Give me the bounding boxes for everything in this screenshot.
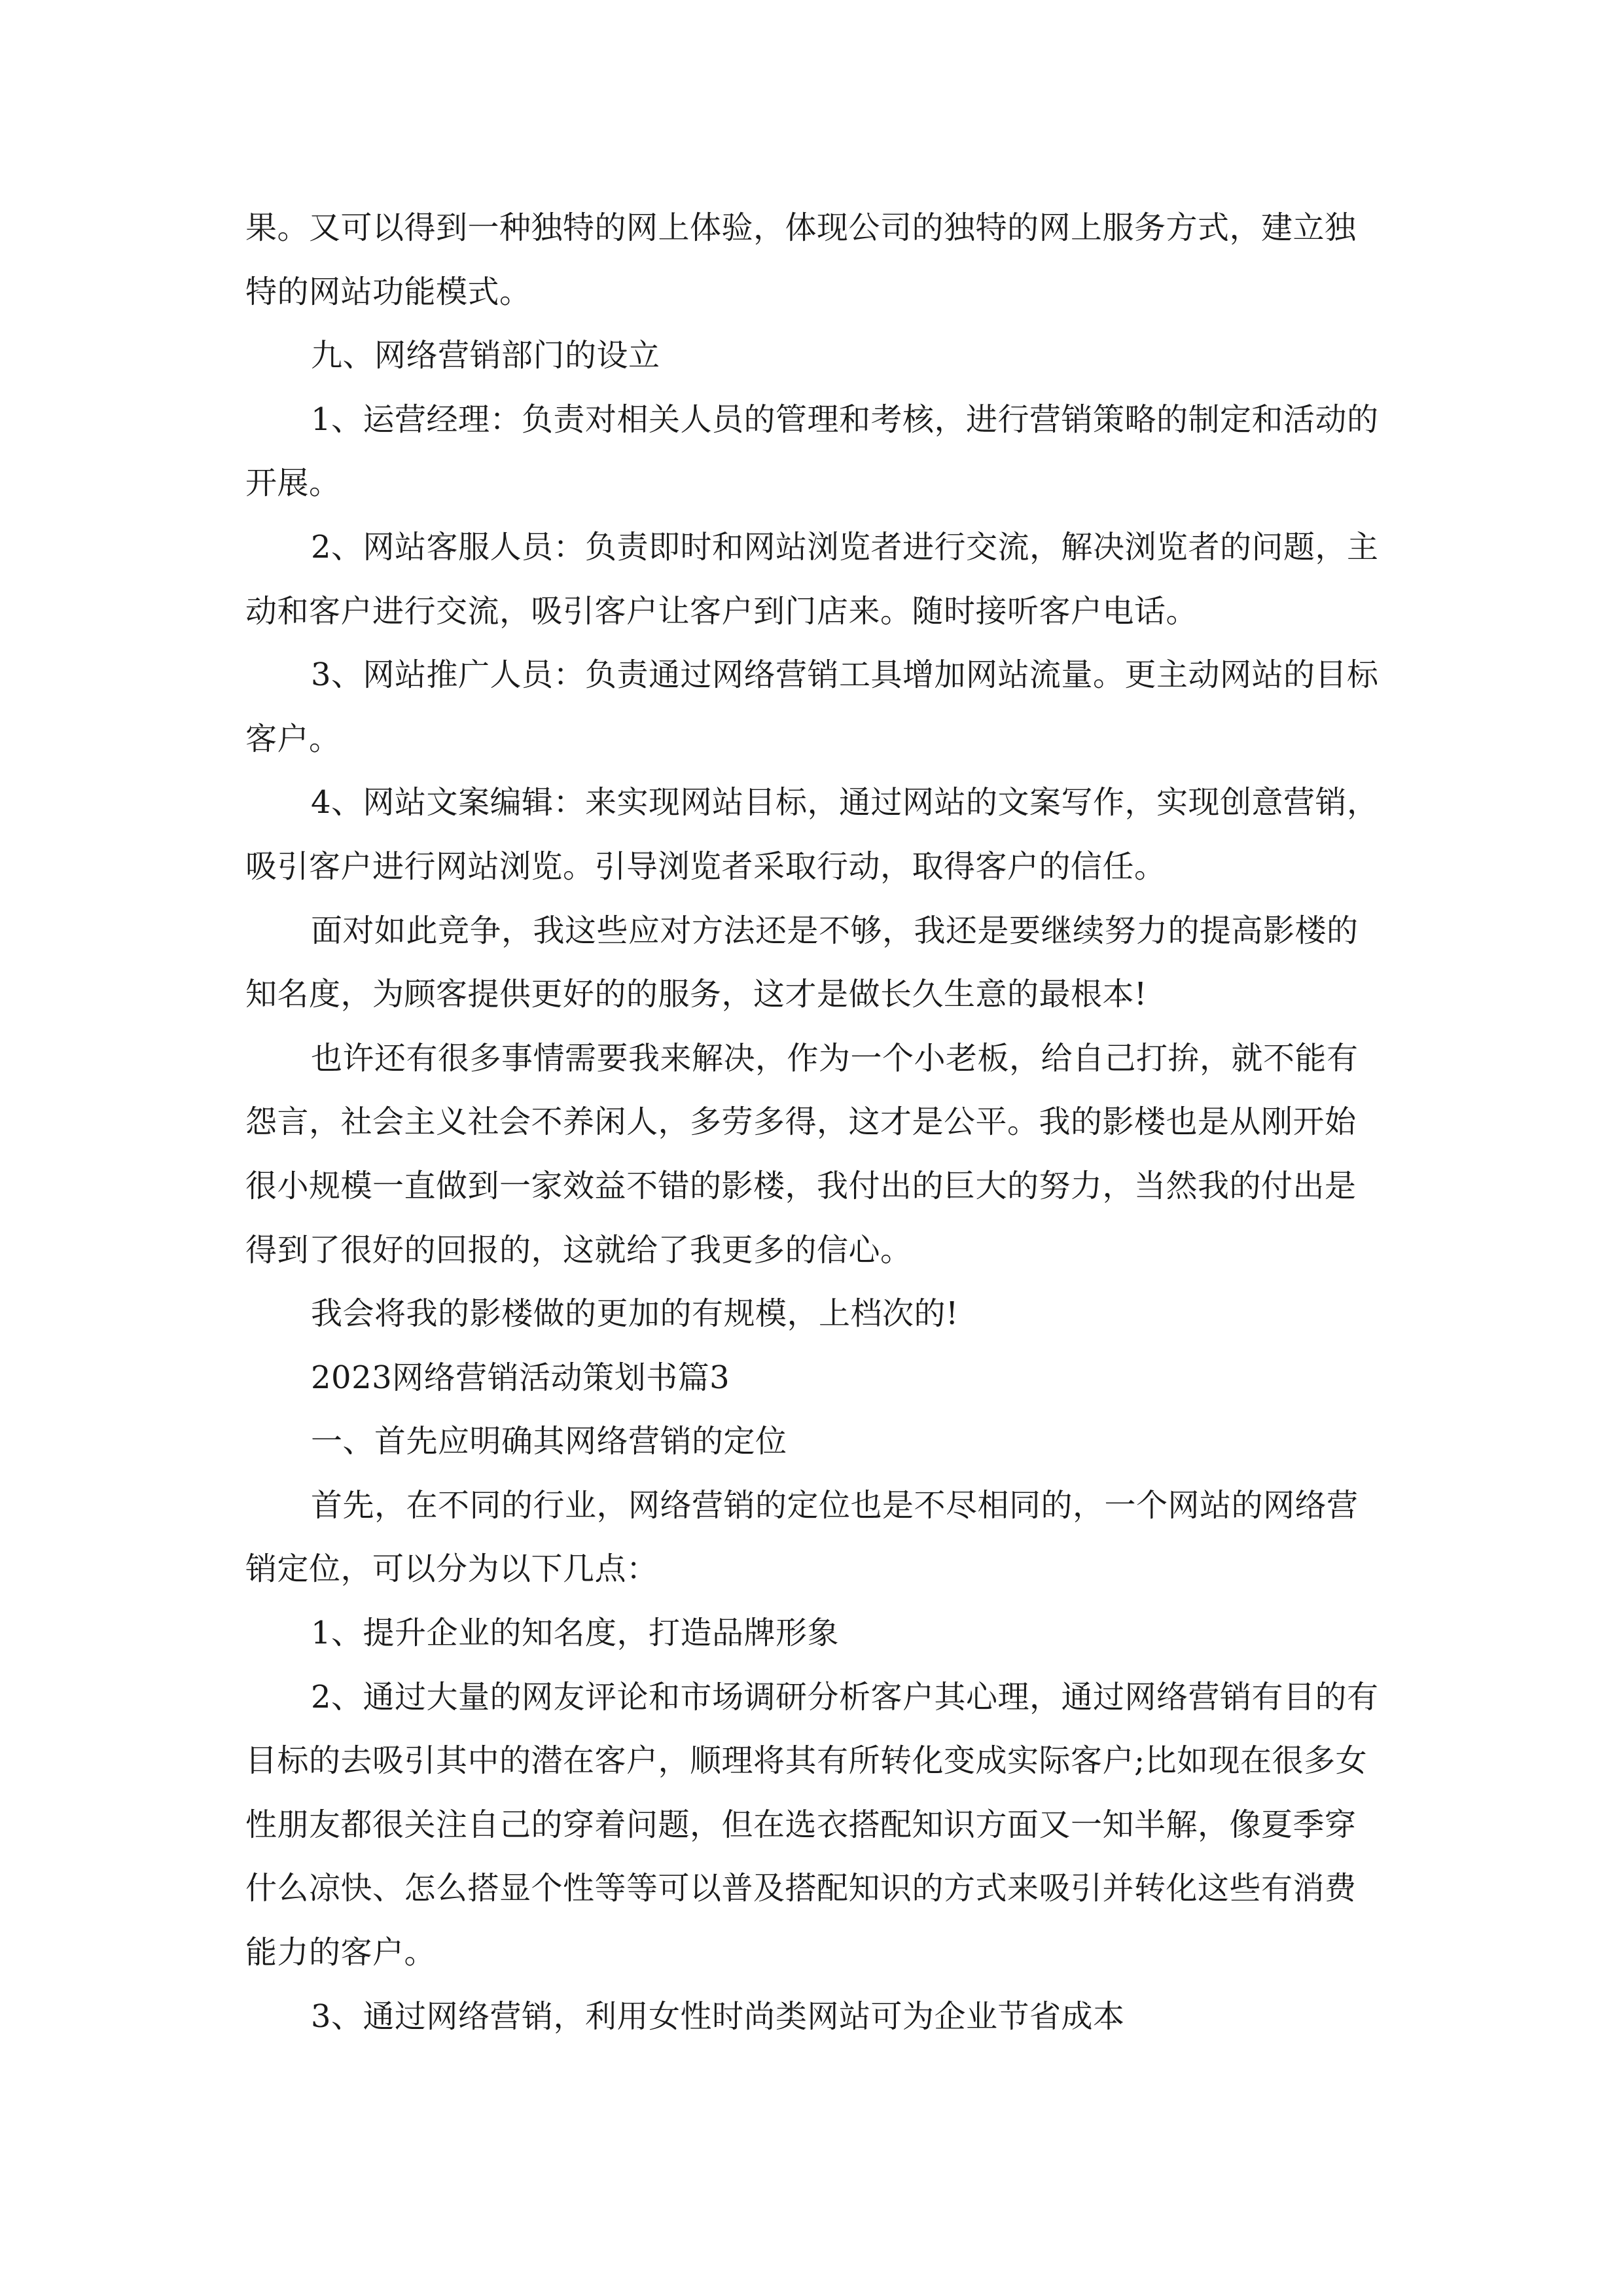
article-title: 2023网络营销活动策划书篇3	[311, 1359, 730, 1396]
section-heading: 一、首先应明确其网络营销的定位	[311, 1423, 787, 1460]
paragraph: 首先，在不同的行业，网络营销的定位也是不尽相同的，一个网站的网络营销定位，可以分为以下几点：	[245, 1486, 1359, 1588]
paragraph: 4、网站文案编辑：来实现网站目标，通过网站的文案写作，实现创意营销，吸引客户进行网站浏览。引导浏览者采取行动，取得客户的信任。	[245, 784, 1379, 885]
paragraph: 2、网站客服人员：负责即时和网站浏览者进行交流，解决浏览者的问题，主动和客户进行交流，吸引客户让客户到门店来。随时接听客户电话。	[245, 528, 1379, 630]
paragraph: 面对如此竞争，我这些应对方法还是不够，我还是要继续努力的提高影楼的知名度，为顾客提供更好的的服务，这才是做长久生意的最根本!	[245, 912, 1359, 1013]
list-item: 1、提升企业的知名度，打造品牌形象	[311, 1615, 840, 1652]
paragraph: 果。又可以得到一种独特的网上体验，体现公司的独特的网上服务方式，建立独特的网站功能模式。	[245, 209, 1357, 310]
list-item: 2、通过大量的网友评论和市场调研分析客户其心理，通过网络营销有目的有目标的去吸引其中的潜在客户，顺理将其有所转化变成实际客户;比如现在很多女性朋友都很关注自己的穿着问题，但在选衣搭配知识方面又一知半解，像夏季穿什么凉快、怎么搭显个性等等可以普及搭配知识的方式来吸引并转化这些有消费能力的客户。	[245, 1678, 1379, 1971]
paragraph: 1、运营经理：负责对相关人员的管理和考核，进行营销策略的制定和活动的开展。	[245, 401, 1379, 502]
paragraph: 我会将我的影楼做的更加的有规模，上档次的!	[311, 1295, 959, 1333]
section-heading: 九、网络营销部门的设立	[311, 337, 660, 374]
paragraph: 也许还有很多事情需要我来解决，作为一个小老板，给自己打拚，就不能有怨言，社会主义社会不养闲人，多劳多得，这才是公平。我的影楼也是从刚开始很小规模一直做到一家效益不错的影楼，我付出的巨大的努力，当然我的付出是得到了很好的回报的，这就给了我更多的信心。	[245, 1039, 1359, 1268]
document-body	[245, 196, 1384, 2049]
list-item: 3、通过网络营销，利用女性时尚类网站可为企业节省成本	[311, 1998, 1125, 2035]
paragraph: 3、网站推广人员：负责通过网络营销工具增加网站流量。更主动网站的目标客户。	[245, 656, 1379, 757]
